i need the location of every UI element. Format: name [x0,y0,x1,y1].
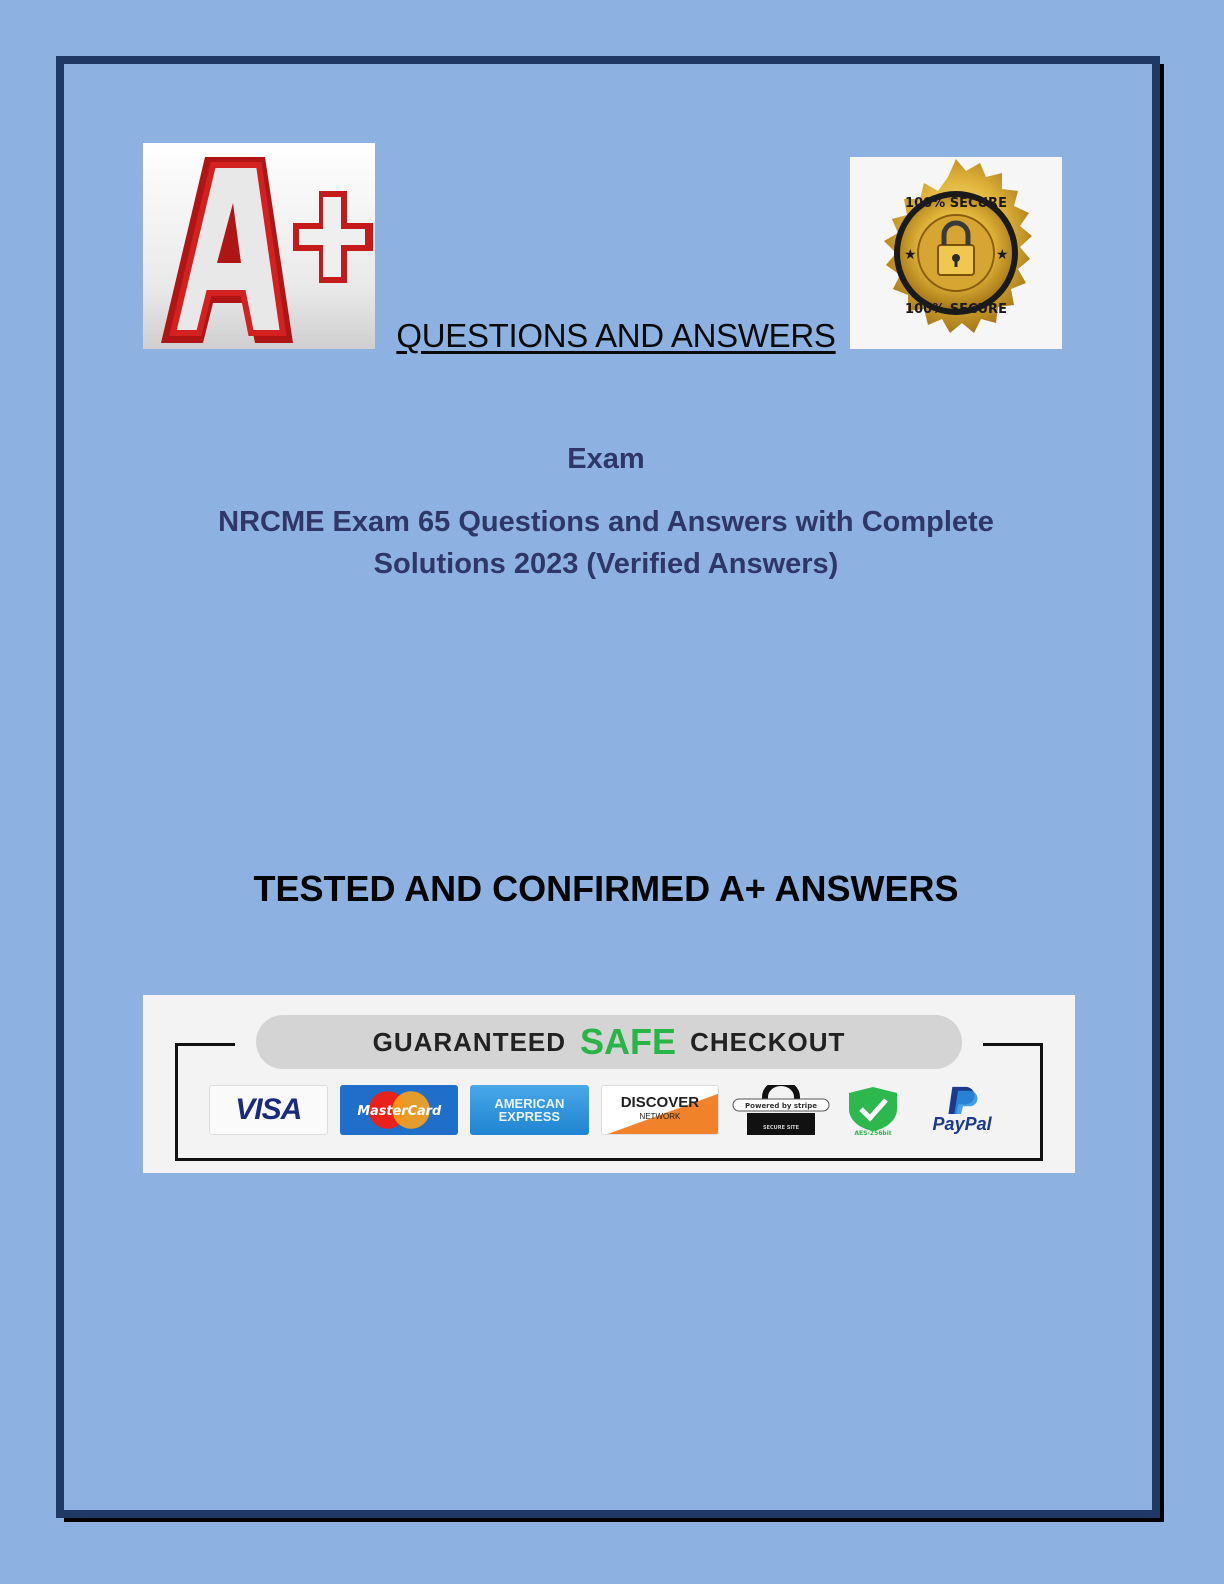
a-plus-logo [143,143,375,349]
seal-text-bottom: 100% SECURE [905,302,1007,317]
svg-text:★: ★ [996,247,1009,263]
checkout-prefix: GUARANTEED [372,1026,567,1057]
stripe-lock-icon [731,1085,831,1135]
discover-text: DISCOVER [620,1094,700,1111]
paypal-text: PayPal [932,1114,992,1134]
tagline: TESTED AND CONFIRMED A+ ANSWERS [253,868,959,909]
discover-subtext: NETWORK [639,1112,681,1121]
mastercard-text: MasterCard [356,1103,441,1119]
discover-logo [601,1085,720,1135]
visa-logo: VISA [209,1085,328,1135]
exam-title: NRCME Exam 65 Questions and Answers with Complete Solutions 2023 (Verified Answers) [218,506,994,580]
checkout-suffix: CHECKOUT [690,1026,846,1057]
safe-checkout-banner [143,995,1075,1173]
checkout-highlight: SAFE [580,1021,677,1062]
amex-logo [470,1085,589,1135]
amex-line1: AMERICAN [494,1096,565,1111]
mastercard-icon [340,1085,459,1135]
mastercard-logo [340,1085,459,1135]
svg-text:★: ★ [904,247,917,263]
exam-label: Exam [567,443,645,475]
ssl-shield-badge [843,1085,903,1135]
amex-line2: EXPRESS [498,1109,561,1124]
paypal-logo [915,1085,1009,1135]
stripe-text: Powered by stripe [745,1102,818,1110]
ssl-text: AES-256bit [854,1130,892,1135]
paypal-icon [942,1085,982,1114]
seal-text-top: 100% SECURE [905,196,1007,211]
page-heading: QUESTIONS AND ANSWERS [396,317,836,354]
stripe-badge [731,1085,831,1135]
checkout-heading [256,1015,962,1069]
a-plus-icon [143,143,375,349]
stripe-subtext: SECURE SITE [763,1125,800,1131]
payment-card-row [209,1083,1009,1137]
padlock-seal-icon [850,157,1062,349]
shield-check-icon [843,1085,903,1135]
secure-seal-logo [850,157,1062,349]
